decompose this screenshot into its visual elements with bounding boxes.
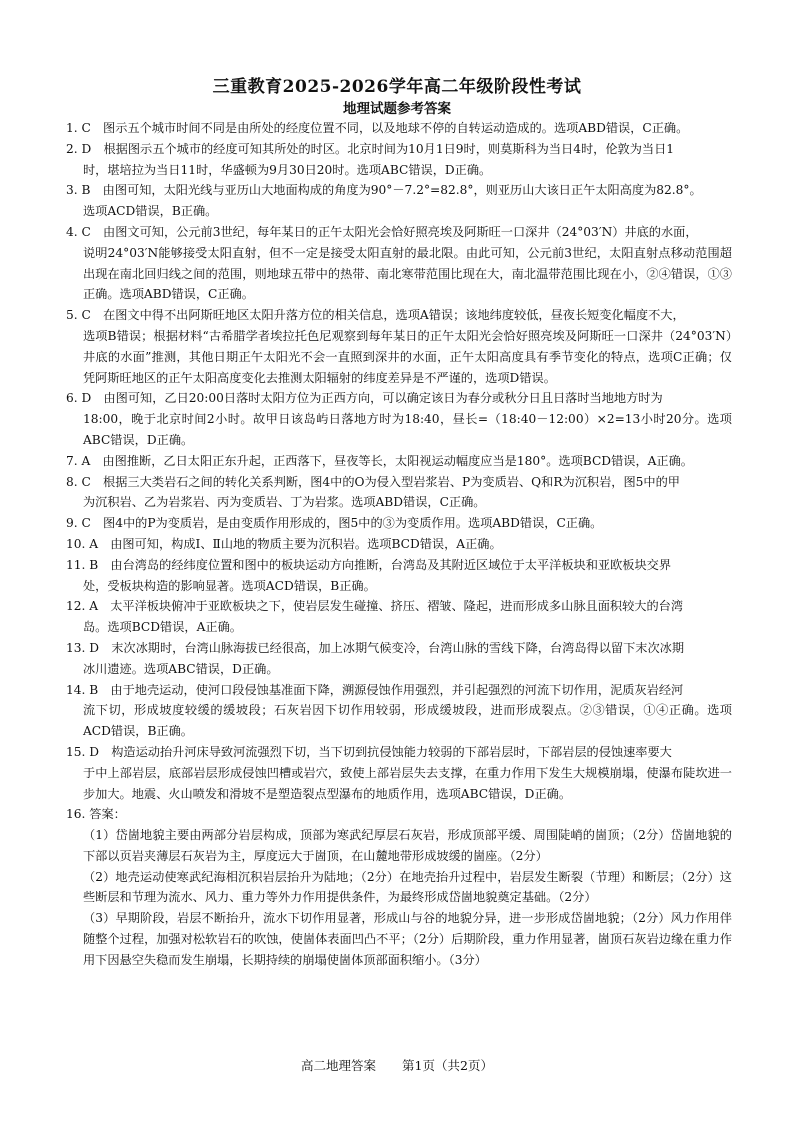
answer-16-part-3: （3）早期阶段，岩层不断抬升，流水下切作用显著，形成山与谷的地貌分异，进一步形成岱崮地貌；（2分）风力作用伴随整个过程，加强对松软岩石的吹蚀，使崮体表面凹凸不平；（2分）后期阶段，重力作用显著，崮顶石灰岩边缘在重力作用下因悬空失稳而发生崩塌，长期持续的崩塌使崮体顶部面积缩小。（3分） bbox=[83, 911, 732, 967]
answer-16-label: 16. 答案： bbox=[66, 807, 126, 822]
answer-item-6 bbox=[66, 388, 732, 450]
page-title: 三重教育2025-2026学年高二年级阶段性考试 bbox=[212, 77, 582, 97]
answer-item-15 bbox=[66, 742, 732, 804]
answer-item-11 bbox=[66, 555, 732, 597]
page-footer bbox=[0, 1057, 794, 1075]
answer-item-2 bbox=[66, 139, 732, 181]
answer-text: 10. A 由图可知，构成Ⅰ、Ⅱ山地的物质主要为沉积岩。选项BCD错误，A正确。 bbox=[66, 536, 502, 551]
answer-item-12 bbox=[66, 596, 732, 638]
answer-text: 3. B 由图可知，太阳光线与亚历山大地面构成的角度为90°－7.2°=82.8°，则亚历山大该日正午太阳高度为82.8°。 bbox=[66, 183, 702, 198]
answer-text: 14. B 由于地壳运动，使河口段侵蚀基准面下降，溯源侵蚀作用强烈，并引起强烈的河流下切作用，泥质灰岩经河 bbox=[66, 682, 684, 697]
answer-text: 5. C 在图文中得不出阿斯旺地区太阳升落方位的相关信息，选项A错误；该地纬度较低，昼夜长短变化幅度不大， bbox=[66, 308, 685, 323]
answer-continuation: 岛。选项BCD错误，A正确。 bbox=[83, 620, 242, 635]
footer-page-number: 第1页（共2页） bbox=[402, 1058, 493, 1073]
answer-text: 13. D 末次冰期时，台湾山脉海拔已经很高，加上冰期气候变冷，台湾山脉的雪线下降，台湾岛得以留下末次冰期 bbox=[66, 640, 685, 655]
answer-continuation: 流下切，形成坡度较缓的缓坡段；石灰岩因下切作用较弱，形成缓坡段，进而形成裂点。②③错误，①④正确。选项ACD错误，B正确。 bbox=[83, 703, 732, 739]
page-subtitle: 地理试题参考答案 bbox=[343, 101, 451, 117]
answer-continuation: 选项B错误；根据材料“古希腊学者埃拉托色尼观察到每年某日的正午太阳光会恰好照亮埃及阿斯旺一口深井（24°03′N）井底的水面”推测，其他日期正午太阳光不会一直照到深井的水面，正午太阳高度具有季节变化的特点，选项C正确；仅凭阿斯旺地区的正午太阳高度变化去推测太阳辐射的纬度差异是不严谨的，选项D错误。 bbox=[83, 328, 732, 385]
answer-item-16 bbox=[66, 804, 732, 970]
answer-text: 6. D 由图可知，乙日20:00日落时太阳方位为正西方向，可以确定该日为春分或秋分日且日落时当地地方时为 bbox=[66, 391, 663, 406]
answer-continuation: 说明24°03′N能够接受太阳直射，但不一定是接受太阳直射的最北限。由此可知，公元前3世纪，太阳直射点移动范围超出现在南北回归线之间的范围，则地球五带中的热带、南北寒带范围比现在大，南北温带范围比现在小，②④错误，①③正确。选项ABD错误，C正确。 bbox=[83, 245, 732, 302]
answer-item-1 bbox=[66, 118, 732, 139]
answer-text: 4. C 由图文可知，公元前3世纪，每年某日的正午太阳光会恰好照亮埃及阿斯旺一口深井（24°03′N）井底的水面， bbox=[66, 224, 698, 239]
answer-continuation: 18:00，晚于北京时间2小时。故甲日该岛屿日落地方时为18:40，昼长=（18:40－12:00）×2=13小时20分。选项ABC错误，D正确。 bbox=[83, 412, 732, 447]
answer-continuation: 处，受板块构造的影响显著。选项ACD错误，B正确。 bbox=[83, 578, 376, 593]
answer-continuation: 冰川遗迹。选项ABC错误，D正确。 bbox=[83, 661, 279, 676]
answer-item-13 bbox=[66, 638, 732, 680]
answer-item-7 bbox=[66, 451, 732, 472]
answer-text: 7. A 由图推断，乙日太阳正东升起，正西落下，昼夜等长，太阳视运动幅度应当是180°。选项BCD错误，A正确。 bbox=[66, 453, 693, 468]
answer-item-10 bbox=[66, 534, 732, 555]
answer-body bbox=[66, 118, 732, 971]
answer-item-3 bbox=[66, 180, 732, 222]
answer-16-part-2: （2）地壳运动使寒武纪海相沉积岩层抬升为陆地；（2分）在地壳抬升过程中，岩层发生断裂（节理）和断层；（2分）这些断层和节理为流水、风力、重力等外力作用提供条件，为最终形成岱崮地貌奠定基础。（2分） bbox=[83, 869, 732, 905]
answer-text: 9. C 图4中的P为变质岩，是由变质作用形成的，图5中的③为变质作用。选项ABD错误，C正确。 bbox=[66, 516, 603, 531]
answer-text: 1. C 图示五个城市时间不同是由所处的经度位置不同，以及地球不停的自转运动造成的。选项ABD错误，C正确。 bbox=[66, 121, 689, 135]
answer-text: 15. D 构造运动抬升河床导致河流强烈下切，当下切到抗侵蚀能力较弱的下部岩层时，下部岩层的侵蚀速率要大 bbox=[66, 744, 672, 759]
answer-item-8 bbox=[66, 472, 732, 514]
answer-16-part-1: （1）岱崮地貌主要由两部分岩层构成，顶部为寒武纪厚层石灰岩，形成顶部平缓、周围陡峭的崮顶；（2分）岱崮地貌的下部以页岩夹薄层石灰岩为主，厚度远大于崮顶，在山麓地带形成坡缓的崮座。（2分） bbox=[83, 828, 732, 863]
answer-text: 2. D 根据图示五个城市的经度可知其所处的时区。北京时间为10月1日9时，则莫斯科为当日4时，伦敦为当日1 bbox=[66, 141, 675, 156]
answer-continuation: 选项ACD错误，B正确。 bbox=[83, 204, 218, 219]
answer-text: 8. C 根据三大类岩石之间的转化关系判断，图4中的O为侵入型岩浆岩、P为变质岩、Q和R为沉积岩，图5中的甲 bbox=[66, 474, 680, 489]
answer-item-14 bbox=[66, 680, 732, 742]
answer-item-5 bbox=[66, 305, 732, 388]
answer-continuation: 时，堪培拉为当日11时，华盛顿为9月30日20时。选项ABC错误，D正确。 bbox=[83, 162, 492, 177]
answer-continuation: 于中上部岩层，底部岩层形成侵蚀凹槽或岩穴，致使上部岩层失去支撑，在重力作用下发生大规模崩塌，使瀑布陡坎进一步加大。地震、火山喷发和滑坡不是塑造裂点型瀑布的地质作用，选项ABC错误，D正确。 bbox=[83, 765, 732, 801]
answer-continuation: 为沉积岩、乙为岩浆岩、丙为变质岩、丁为岩浆。选项ABD错误，C正确。 bbox=[83, 495, 486, 510]
answer-item-4 bbox=[66, 222, 732, 305]
footer-subject: 高二地理答案 bbox=[301, 1058, 377, 1073]
answer-item-9 bbox=[66, 513, 732, 534]
answer-text: 12. A 太平洋板块俯冲于亚欧板块之下，使岩层发生碰撞、挤压、褶皱、隆起，进而形成多山脉且面积较大的台湾 bbox=[66, 599, 684, 614]
answer-text: 11. B 由台湾岛的经纬度位置和图中的板块运动方向推断，台湾岛及其附近区域位于太平洋板块和亚欧板块交界 bbox=[66, 557, 672, 572]
